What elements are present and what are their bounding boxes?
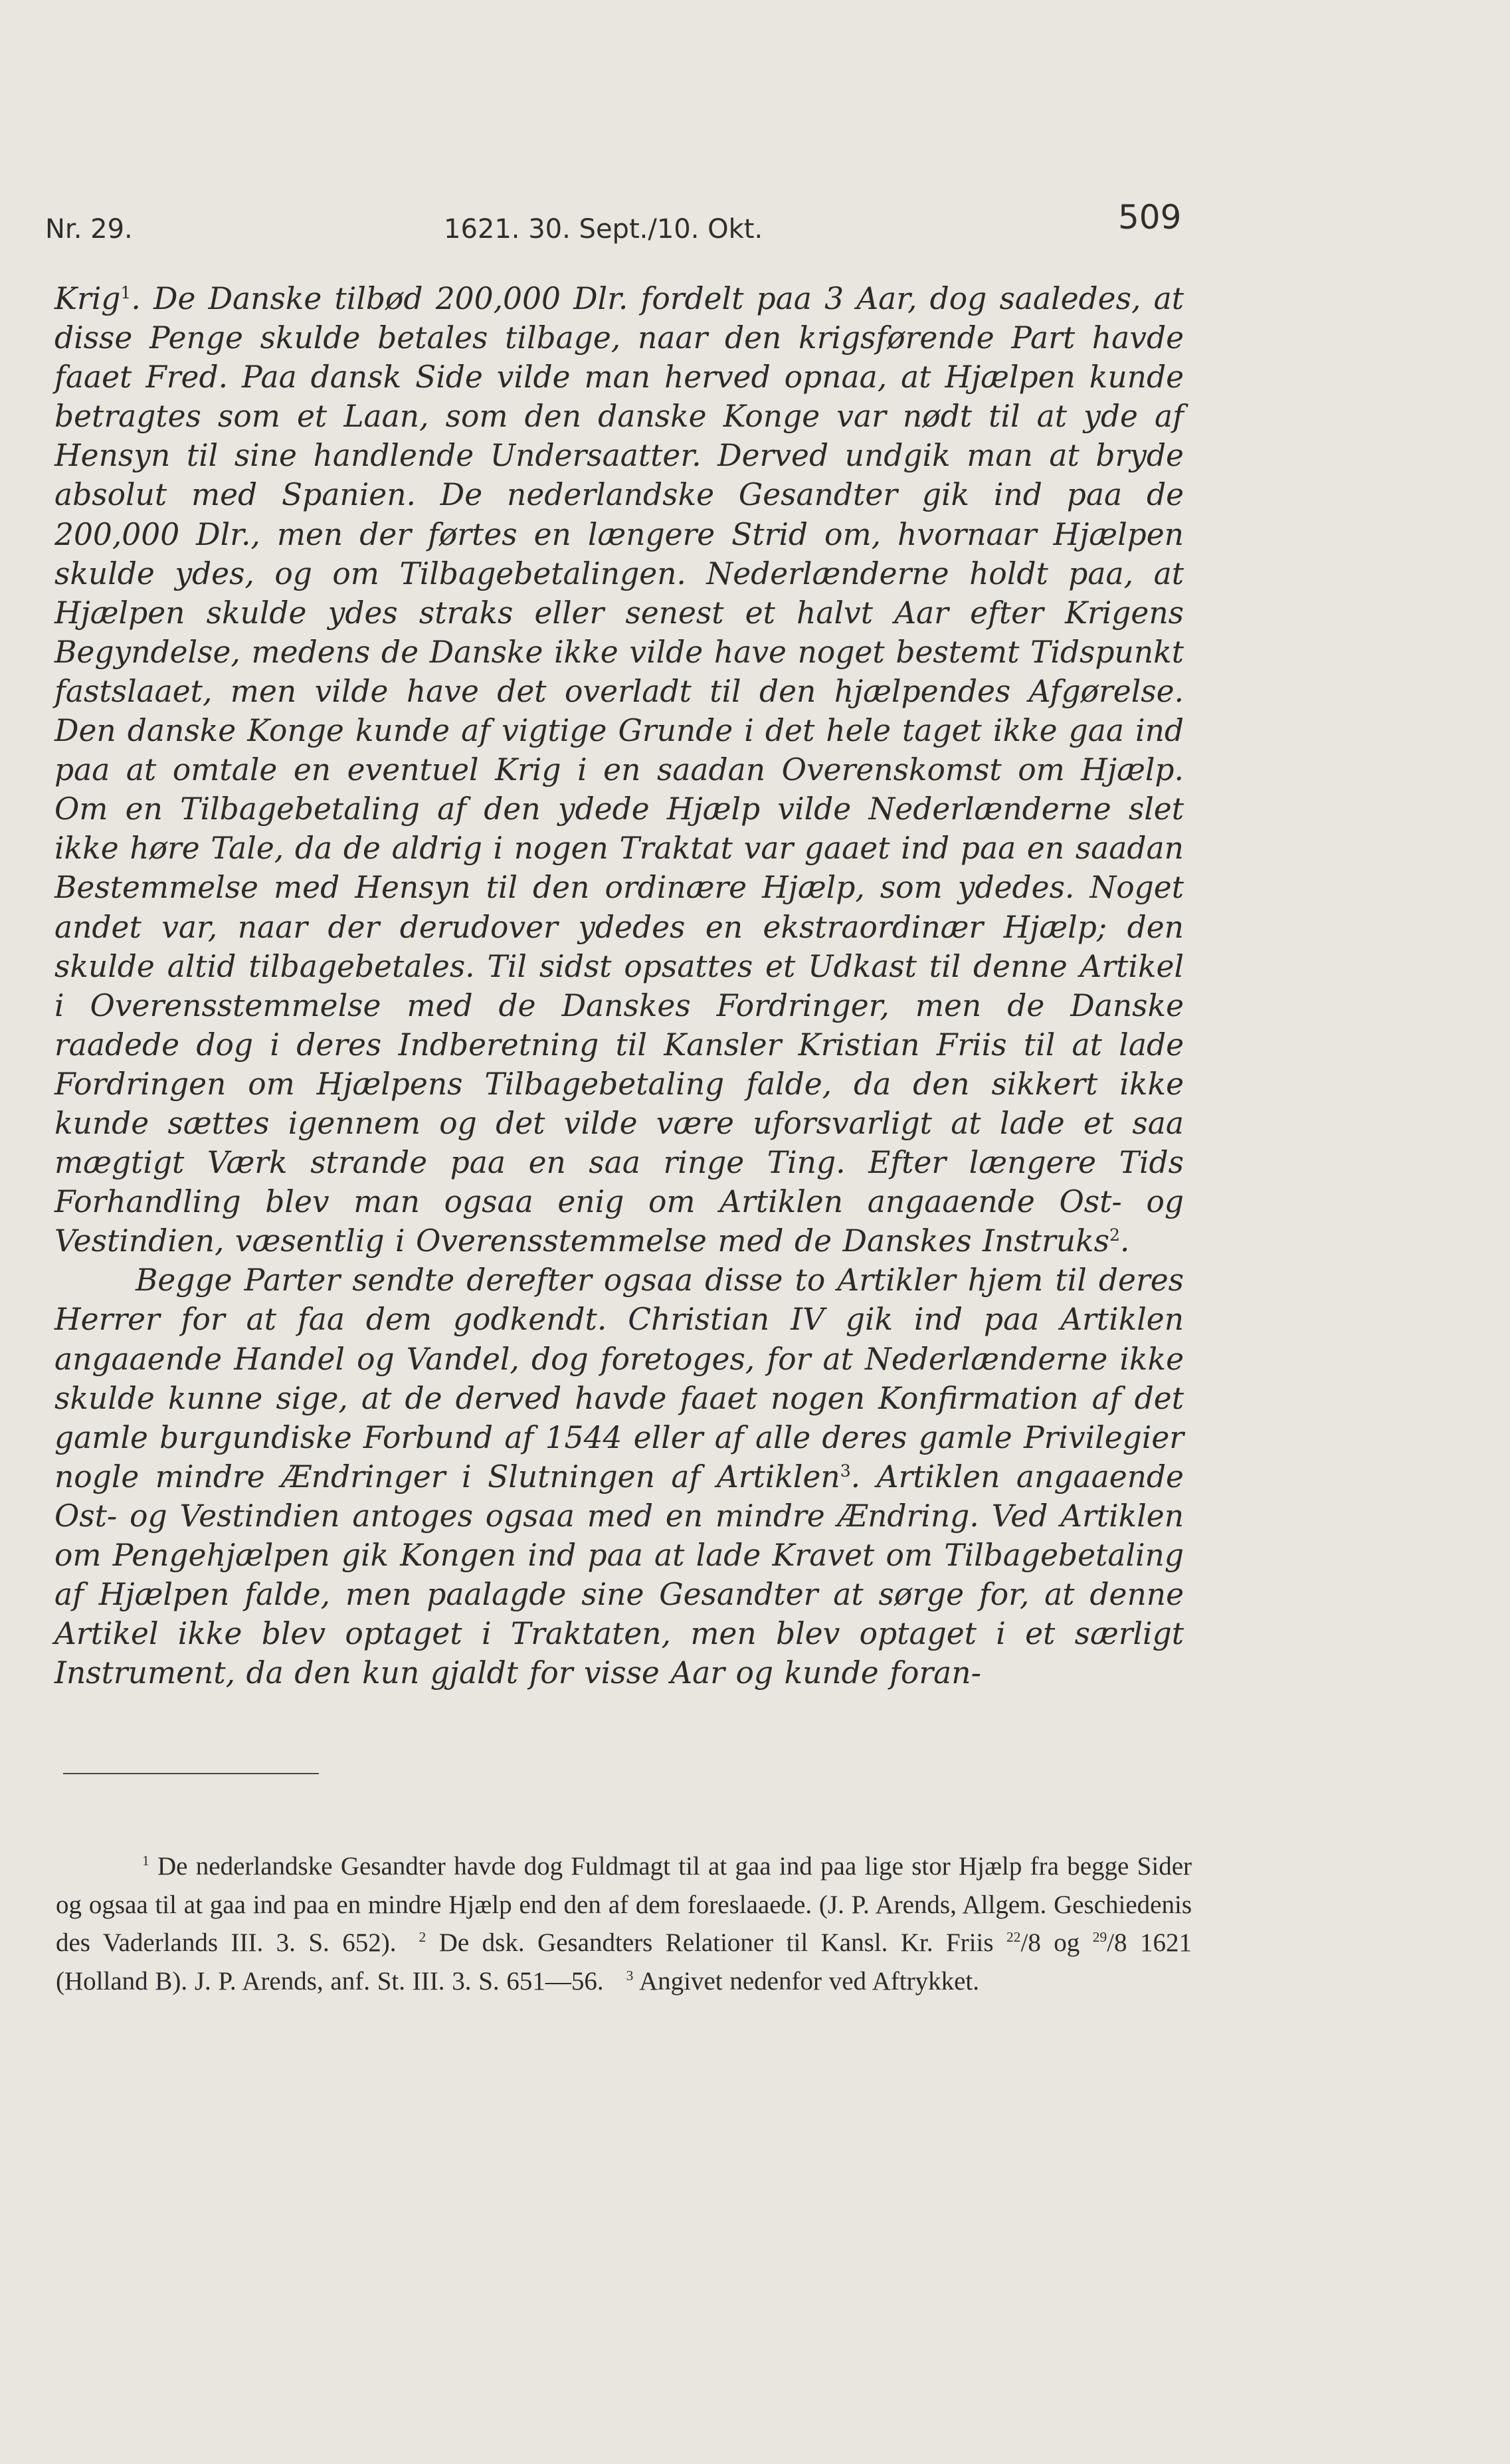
footnote-2-text-a: De dsk. Gesandters Relationer til Kansl. Kr. Friis [438, 1928, 994, 1957]
footnote-2-date-1: 22 [1006, 1929, 1021, 1945]
paragraph-1-end: . [1119, 1223, 1130, 1259]
footnote-2-date-2: 29 [1092, 1929, 1107, 1945]
footnote-divider [63, 1773, 319, 1774]
document-number: Nr. 29. [45, 214, 133, 245]
footnote-1-text: De nederlandske Gesandter havde dog Fuldmagt til at gaa ind paa lige stor Hjælp fra begge Sider og ogsaa til at gaa ind paa en mindre Hjælp end den af dem foreslaaede. (J. P. Arends, Allgem. Geschiedenis des Vaderlands III. 3. S. 652). [56, 1852, 1192, 1957]
paragraph-2-text-1: Begge Parter sendte derefter ogsaa disse to Artikler hjem til deres Herrer for at faa dem godkendt. Christian IV gik ind paa Artiklen angaaende Handel og Vandel, dog foretoges, for at Nederlænderne ikke skulde kunne sige, at de derved havde faaet nogen Konfirmation af det gamle burgundiske Forbund af 1544 eller af alle deres gamle Privilegier nogle mindre Ændringer i Slutningen af Artiklen [54, 1263, 1184, 1494]
footnote-2-text-b: /8 og [1020, 1928, 1080, 1957]
paragraph-2-text-2: . Artiklen angaaende Ost- og Vestindien antoges ogsaa med en mindre Ændring. Ved Artiklen om Pengehjælpen gik Kongen ind paa at lade Kravet om Tilbagebetaling af Hjælpen falde, men paalagde sine Gesandter at sørge for, at denne Artikel ikke blev optaget i Traktaten, men blev optaget i et særligt Instrument, da den kun gjaldt for visse Aar og kunde foran- [54, 1459, 1184, 1691]
footnote-ref-3: 3 [840, 1461, 851, 1481]
footnote-2-text-c: /8 1621 (Holland B). J. P. Arends, anf. St. III. 3. S. 651—56. [56, 1928, 1192, 1996]
paragraph-1-intro: Krig [54, 281, 121, 316]
footnote-ref-1: 1 [120, 282, 132, 302]
footnote-number-1: 1 [142, 1853, 149, 1869]
page-number: 509 [1118, 198, 1182, 237]
header-date: 1621. 30. Sept./10. Okt. [444, 214, 763, 245]
footnote-ref-2: 2 [1109, 1225, 1120, 1245]
footnote-number-2: 2 [419, 1929, 426, 1945]
footnote-3-text: Angivet nedenfor ved Aftrykket. [638, 1966, 979, 1996]
main-text [54, 279, 1184, 1693]
footnotes [56, 1847, 1192, 2000]
footnote-number-3: 3 [626, 1967, 634, 1984]
paragraph-1-text: . De Danske tilbød 200,000 Dlr. fordelt paa 3 Aar, dog saaledes, at disse Penge skulde betales tilbage, naar den krigsførende Part havde faaet Fred. Paa dansk Side vilde man herved opnaa, at Hjælpen kunde betragtes som et Laan, som den danske Konge var nødt til at yde af Hensyn til sine handlende Undersaatter. Derved undgik man at bryde absolut med Spanien. De nederlandske Gesandter gik ind paa de 200,000 Dlr., men der førtes en længere Strid om, hvornaar Hjælpen skulde ydes, og om Tilbagebetalingen. Nederlænderne holdt paa, at Hjælpen skulde ydes straks eller senest et halvt Aar efter Krigens Begyndelse, medens de Danske ikke vilde have noget bestemt Tidspunkt fastslaaet, men vilde have det overladt til den hjælpendes Afgørelse. Den danske Konge kunde af vigtige Grunde i det hele taget ikke gaa ind paa at omtale en eventuel Krig i en saadan Overenskomst om Hjælp. Om en Tilbagebetaling af den ydede Hjælp vilde Nederlænderne slet ikke høre Tale, da de aldrig i nogen Traktat var gaaet ind paa en saadan Bestemmelse med Hensyn til den ordinære Hjælp, som ydedes. Noget andet var, naar der derudover ydedes en ekstraordinær Hjælp; den skulde altid tilbagebetales. Til sidst opsattes et Udkast til denne Artikel i Overensstemmelse med de Danskes Fordringer, men de Danske raadede dog i deres Indberetning til Kansler Kristian Friis til at lade Fordringen om Hjælpens Tilbagebetaling falde, da den sikkert ikke kunde sættes igennem og det vilde være uforsvarligt at lade et saa mægtigt Værk strande paa en saa ringe Ting. Efter længere Tids Forhandling blev man ogsaa enig om Artiklen angaaende Ost- og Vestindien, væsentlig i Overensstemmelse med de Danskes Instruks [54, 281, 1184, 1259]
paragraph-2 [54, 1261, 1184, 1693]
paragraph-1 [54, 279, 1184, 1261]
page-header [45, 198, 1181, 258]
